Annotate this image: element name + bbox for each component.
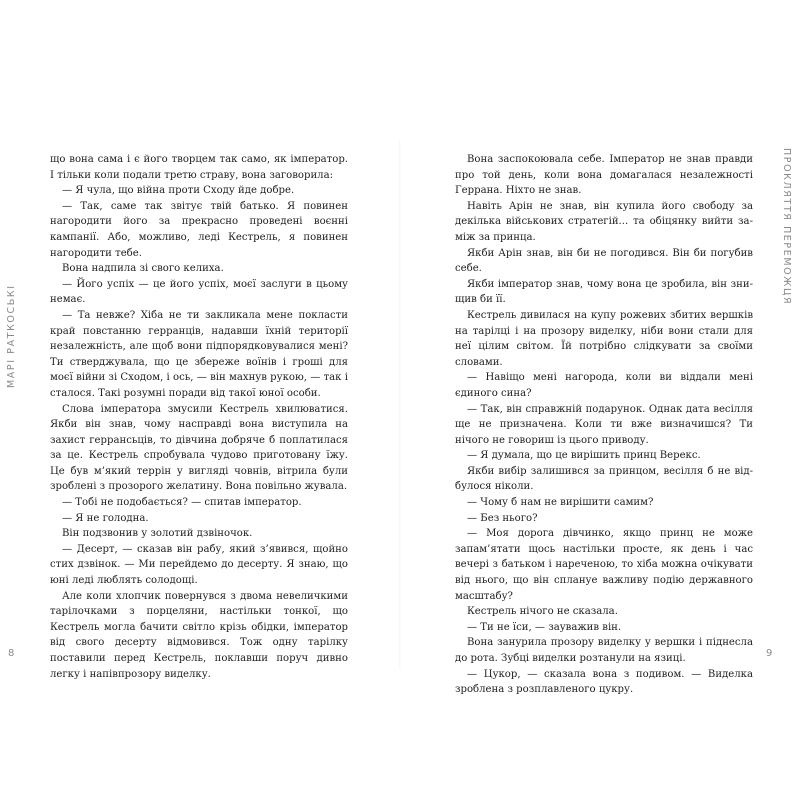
right-page-text — [455, 152, 753, 698]
paragraph: Вона занурила прозору виделку у вершки і піднесла до рота. Зубці виделки розтанули на язиці. — [455, 637, 753, 664]
paragraph: що вона сама і є його творцем так само, як імператор. І тільки коли подали третю страву, вона заговорила: — [50, 154, 348, 181]
paragraph: Якби Арін знав, він би не погодився. Він би погубив себе. — [455, 247, 753, 275]
paragraph: — Моя дорога дівчинко, якщо принц не може запам’ятати щось настільки просте, як день і час вечері з батьком і нареченою, то хіба можна очікувати від нього, що він сплануе важливу подію державного масштабу? — [455, 528, 753, 602]
paragraph: Вона надпила зі свого келиха. — [62, 263, 224, 275]
page-number-right: 9 — [766, 648, 773, 659]
paragraph: — Я не голодна. — [62, 512, 149, 524]
paragraph: Але коли хлопчик повернувся з двома невеличкими тарілочками з порцеляни, настільки тонкої, що Кестрель могла бачити світло крізь обідки, імператор від свого десерту відмовився. Тож одну тарілку поставили перед Кестрель, поклавши поруч дивно легку і напівпрозору виделку. — [50, 590, 348, 680]
paragraph: — Чому б нам не вирішити самим? — [467, 497, 654, 509]
paragraph: — Навіщо мені нагорода, коли ви віддали мені єдиного сина? — [455, 372, 753, 399]
paragraph: — Цукор, — сказала вона з подивом. — Виделка зроблена з розплавленого цукру. — [455, 668, 753, 696]
paragraph: Вона заспокоювала себе. Імператор не знав правди про той день, коли вона домагалася незалежності Геррана. Ніхто не знав. — [455, 154, 753, 197]
paragraph: — Так, саме так звітує твій батько. Я повинен нагородити його за прекрасно проведені воєнні кампанії. Або, можливо, леді Кестрель, я повинен нагородити тебе. — [50, 200, 348, 259]
running-head-title: ПРОКЛЯТТЯ ПЕРЕМОЖЦЯ — [781, 148, 792, 306]
paragraph: — Десерт, — сказав він рабу, який з’явився, щойно стих дзвінок. — Ми перейдемо до десерту. Я знаю, що юні леді люблять солодощі. — [50, 543, 348, 587]
paragraph: Якби вибір залишився за принцом, весілля б не відбулося ніколи. — [455, 465, 753, 493]
page-number-left: 8 — [8, 648, 15, 659]
paragraph: — Я чула, що війна проти Сходу йде добре. — [62, 185, 295, 197]
paragraph: Він подзвонив у золотий дзвіночок. — [62, 528, 253, 540]
paragraph: Навіть Арін не знав, він купила його свободу за декілька військових стратегій... та обіцянку вийти заміж за принца. — [455, 200, 753, 243]
paragraph: — Так, він справжній подарунок. Однак дата весілля ще не призначена. Коли ти вже визначишся? Ти нічого не говориш із цього приводу. — [455, 403, 753, 446]
paragraph: — Я думала, що це вирішить принц Верекс. — [467, 450, 701, 462]
paragraph: Якби імператор знав, чому вона це зробила, він знищив би її. — [455, 278, 753, 306]
paragraph: — Без нього? — [467, 512, 538, 524]
paragraph: Кестрель дивилася на купу рожевих збитих вершків на тарілці і на прозору виделку, ніби вони стали для неї цілим світом. Їй потрібно слідкувати за своїми словами. — [455, 309, 753, 368]
running-head-author: МАРІ РАТКОСЬКІ — [6, 284, 17, 388]
paragraph: — Його успіх — це його успіх, моєї заслуги в цьому немає. — [50, 278, 348, 306]
paragraph: — Тобі не подобається? — спитав імператор. — [62, 497, 302, 509]
paragraph: Слова імператора змусили Кестрель хвилюватися. Якби він знав, чому насправді вона виступила на захист геррансьців, то дівчина добряче б поплатилася за це. Кестрель спробувала чудово приготовану їжу. Це був м’який террін у вигляді човнів, вітрила були зроблені з прозорого желатину. Вона повільно жувала. — [50, 403, 348, 493]
right-page — [400, 0, 800, 800]
paragraph: — Ти не їси, — зауважив він. — [467, 621, 622, 633]
left-page-text — [50, 152, 348, 682]
paragraph: Кестрель нічого не сказала. — [467, 606, 618, 618]
paragraph: — Та невже? Хіба не ти закликала мене покласти край повстанню герранців, надавши їхній території незалежність, але щоб вони підпорядковувалися мені? Ти стверджувала, що це збереже воїнів і гроші для моєї війни зі Сходом, і ось, — він махнув рукою, — так і сталося. Такі розумні поради від такої юної особи. — [50, 309, 348, 399]
